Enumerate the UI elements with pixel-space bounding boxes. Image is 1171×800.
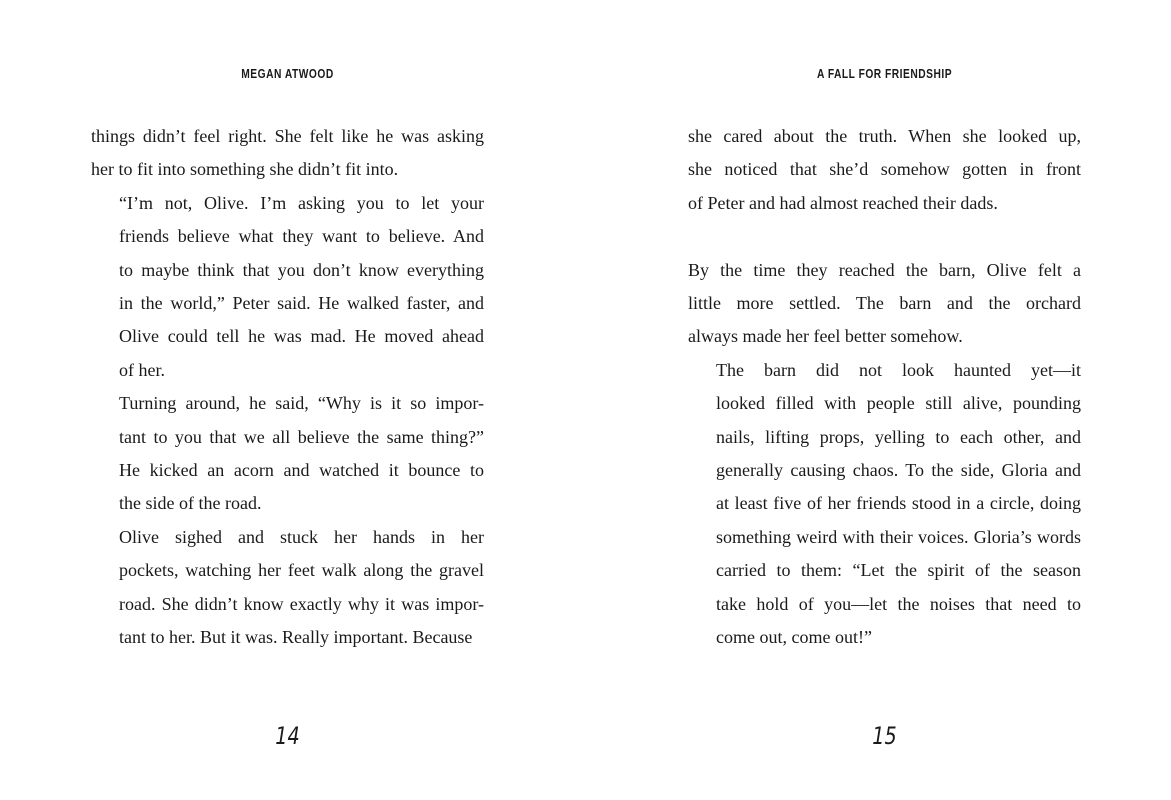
text-line: pockets, watching her feet walk along the gravel bbox=[119, 560, 484, 581]
right-page bbox=[688, 0, 1081, 800]
paragraph bbox=[688, 120, 1081, 220]
text-line: her to fit into something she didn’t fit into. bbox=[91, 159, 399, 180]
text-line: Olive sighed and stuck her hands in her bbox=[119, 526, 484, 547]
paragraph bbox=[688, 354, 1081, 655]
running-head-title: A FALL FOR FRIENDSHIP bbox=[816, 67, 953, 81]
paragraph bbox=[688, 254, 1081, 354]
text-line: nails, lifting props, yelling to each other, and bbox=[716, 426, 1081, 447]
text-line: little more settled. The barn and the orchard bbox=[688, 293, 1081, 314]
page-number-right: 15 bbox=[872, 722, 897, 750]
left-page bbox=[91, 0, 484, 800]
text-line: “I’m not, Olive. I’m asking you to let your bbox=[119, 192, 484, 213]
text-line: The barn did not look haunted yet—it bbox=[716, 359, 1081, 380]
text-line: Olive could tell he was mad. He moved ahead bbox=[119, 326, 484, 347]
right-text-block bbox=[688, 120, 1081, 654]
text-line: looked filled with people still alive, pounding bbox=[716, 393, 1081, 414]
left-text-block bbox=[91, 120, 484, 655]
text-line: friends believe what they want to believe. And bbox=[119, 226, 484, 247]
text-line: He kicked an acorn and watched it bounce to bbox=[119, 460, 484, 481]
text-line: of Peter and had almost reached their dads. bbox=[688, 192, 998, 213]
text-line: tant to her. But it was. Really important. Because bbox=[119, 627, 473, 648]
text-line: generally causing chaos. To the side, Gloria and bbox=[716, 460, 1081, 481]
text-line: things didn’t feel right. She felt like he was asking bbox=[91, 126, 484, 146]
text-line: in the world,” Peter said. He walked faster, and bbox=[119, 293, 484, 314]
text-line: she noticed that she’d somehow gotten in front bbox=[688, 159, 1081, 180]
text-line: tant to you that we all believe the same thing?” bbox=[119, 426, 484, 447]
text-line: road. She didn’t know exactly why it was impor- bbox=[119, 593, 484, 614]
text-line: always made her feel better somehow. bbox=[688, 326, 963, 347]
paragraph bbox=[91, 387, 484, 521]
text-line: come out, come out!” bbox=[716, 627, 872, 648]
text-line: something weird with their voices. Gloria’s words bbox=[716, 526, 1081, 547]
text-line: take hold of you—let the noises that need to bbox=[716, 593, 1081, 614]
text-line: of her. bbox=[119, 359, 165, 380]
text-line: she cared about the truth. When she looked up, bbox=[688, 126, 1081, 146]
paragraph bbox=[91, 120, 484, 187]
text-line: at least five of her friends stood in a circle, doing bbox=[716, 493, 1081, 514]
page-number-left: 14 bbox=[275, 722, 300, 750]
paragraph bbox=[91, 521, 484, 655]
text-line: Turning around, he said, “Why is it so impor- bbox=[119, 393, 484, 414]
text-line: the side of the road. bbox=[119, 493, 262, 514]
text-line: carried to them: “Let the spirit of the season bbox=[716, 560, 1081, 581]
paragraph bbox=[91, 187, 484, 387]
text-line: to maybe think that you don’t know everything bbox=[119, 259, 484, 280]
running-head-author: MEGAN ATWOOD bbox=[241, 67, 334, 81]
text-line: By the time they reached the barn, Olive felt a bbox=[688, 259, 1081, 280]
